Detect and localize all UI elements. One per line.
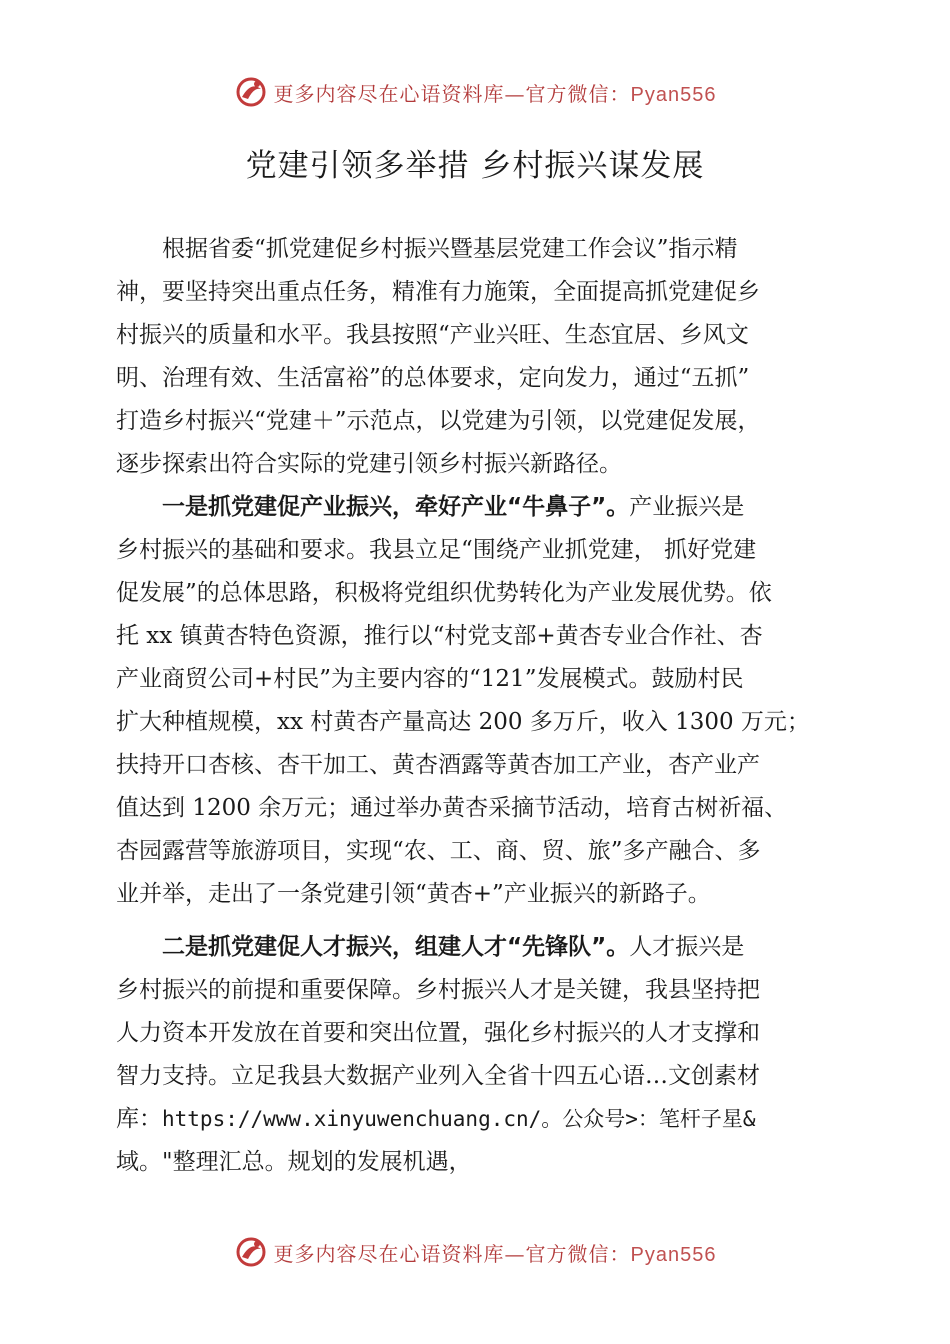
header-watermark [0, 72, 950, 112]
xinyu-logo-icon [234, 75, 268, 109]
text-line: 神，要坚持突出重点任务，精准有力施策，全面提高抓党建促乡 [116, 279, 760, 305]
xinyu-logo-icon [234, 1235, 268, 1269]
text-line: 托 xx 镇黄杏特色资源，推行以“村党支部+黄杏专业合作社、杏 [116, 623, 763, 649]
section-heading: 一是抓党建促产业振兴，牵好产业“牛鼻子”。 [162, 494, 630, 520]
text-line: 智力支持。立足我县大数据产业列入全省十四五心语…文创素材 [116, 1063, 760, 1089]
source-url: https://www.xinyuwenchuang.cn/。公众号>：笔杆子星& [162, 1107, 756, 1131]
text-line: 乡村振兴的基础和要求。我县立足“围绕产业抓党建， 抓好党建 [116, 537, 757, 563]
text-line: 值达到 1200 余万元；通过举办黄杏采摘节活动，培育古树祈福、 [116, 795, 788, 821]
text-line: 人力资本开发放在首要和突出位置，强化乡村振兴的人才支撑和 [116, 1020, 760, 1046]
document-title: 党建引领多举措 乡村振兴谋发展 [245, 148, 705, 184]
text-line: 明、治理有效、生活富裕”的总体要求，定向发力，通过“五抓” [116, 365, 750, 391]
text-line: 根据省委“抓党建促乡村振兴暨基层党建工作会议”指示精 [116, 236, 738, 262]
section-heading: 二是抓党建促人才振兴，组建人才“先锋队”。 [162, 934, 630, 960]
text-line: 促发展”的总体思路，积极将党组织优势转化为产业发展优势。依 [116, 580, 772, 606]
industry-paragraph [116, 486, 842, 916]
text-line: 扩大种植规模，xx 村黄杏产量高达 200 多万斤，收入 1300 万元； [116, 709, 810, 735]
talent-paragraph [116, 926, 842, 1184]
text-line: 域。"整理汇总。规划的发展机遇， [116, 1149, 472, 1175]
text-line: 二是抓党建促人才振兴，组建人才“先锋队”。人才振兴是 [162, 934, 745, 960]
text-line: 产业商贸公司+村民”为主要内容的“121”发展模式。鼓励村民 [116, 666, 744, 692]
intro-paragraph [116, 228, 842, 486]
text-line: 扶持开口杏核、杏干加工、黄杏酒露等黄杏加工产业，杏产业产 [116, 752, 760, 778]
watermark-text: 更多内容尽在心语资料库—官方微信：Pyan556 [273, 1241, 717, 1266]
text-line: 打造乡村振兴“党建＋”示范点，以党建为引领，以党建促发展， [116, 408, 761, 434]
text-line: 业并举，走出了一条党建引领“黄杏+”产业振兴的新路子。 [116, 881, 711, 907]
watermark-text: 更多内容尽在心语资料库—官方微信：Pyan556 [273, 81, 717, 106]
text-line: 逐步探索出符合实际的党建引领乡村振兴新路径。 [116, 451, 622, 477]
text-line: 村振兴的质量和水平。我县按照“产业兴旺、生态宜居、乡风文 [116, 322, 749, 348]
text-line: 库：https://www.xinyuwenchuang.cn/。公众号>：笔杆子星& [116, 1106, 756, 1132]
text-line: 一是抓党建促产业振兴，牵好产业“牛鼻子”。产业振兴是 [162, 494, 745, 520]
text-line: 杏园露营等旅游项目，实现“农、工、商、贸、旅”多产融合、多 [116, 838, 761, 864]
text-line: 乡村振兴的前提和重要保障。乡村振兴人才是关键，我县坚持把 [116, 977, 760, 1003]
footer-watermark [0, 1232, 950, 1272]
